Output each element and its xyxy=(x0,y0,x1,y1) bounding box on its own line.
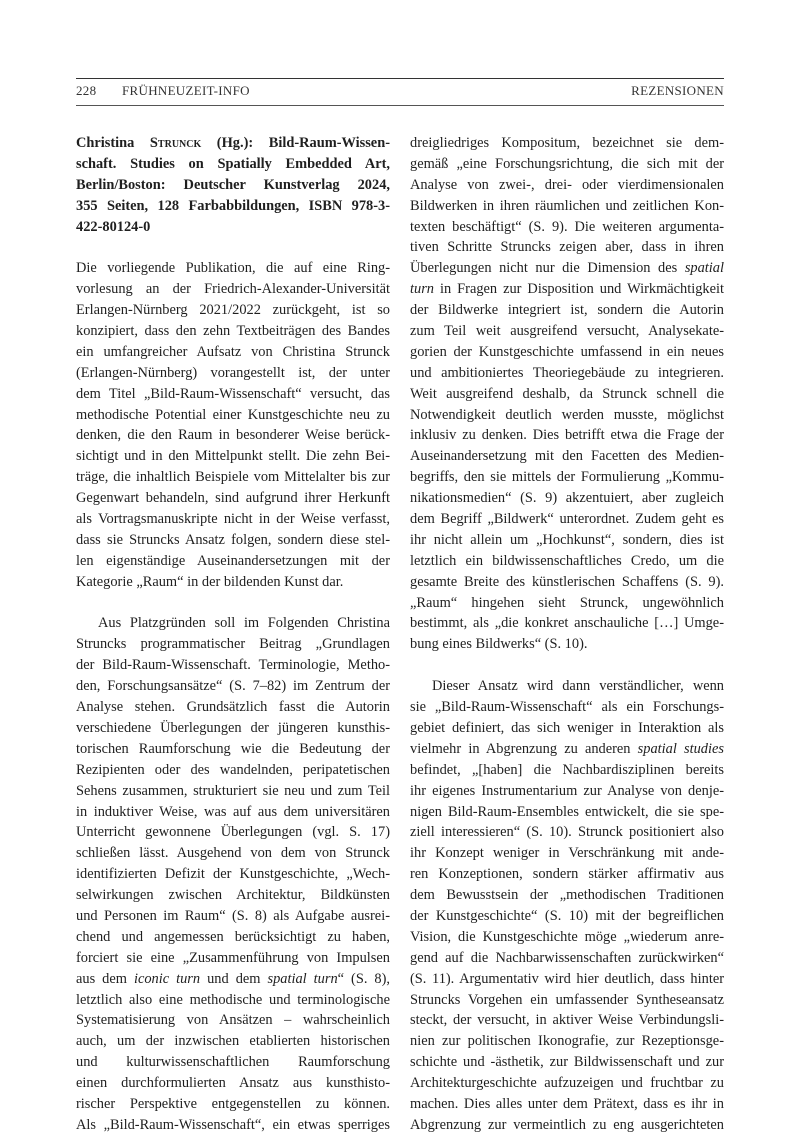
text-line: 422-80124-0 xyxy=(76,218,151,235)
text-line: Notwendigkeit deutlich werden musste, möglichst xyxy=(410,406,724,423)
text-line: gebiet definiert, das sich weniger in Interaktion als xyxy=(410,719,724,736)
text-line: begriffs, den sie mittels der Formulierung „Kommu- xyxy=(410,469,724,486)
text-line: forciert sie eine „Zusammenführung von Impulsen xyxy=(76,949,390,966)
text-line: turn in Fragen zur Disposition und Wirkmächtigkeit xyxy=(410,281,724,298)
page-number: 228 xyxy=(76,83,97,98)
text-line: schaft. Studies on Spatially Embedded Art, xyxy=(76,155,390,172)
text-line: schichte und -ästhetik, zur Bildwissenschaft und zur xyxy=(410,1054,724,1071)
text-line: ein umfangreicher Aufsatz von Christina Strunck xyxy=(76,343,390,360)
text-line: dem Titel „Bild-Raum-Wissenschaft“ versucht, das xyxy=(76,385,390,402)
text-line: der Bild-Raum-Wissenschaft. Terminologie, Metho- xyxy=(76,657,390,674)
text-line: gemäß „eine Forschungsrichtung, die sich mit der xyxy=(410,155,724,172)
text-line: schließen lässt. Ausgehend von dem von Strunck xyxy=(76,845,390,862)
text-line: Unterricht gewonnene Überlegungen (vgl. S. 17) xyxy=(76,824,390,841)
text-line: Überlegungen nicht nur die Dimension des spatial xyxy=(410,260,724,277)
paragraph xyxy=(76,258,390,592)
text-line: befindet, „[haben] die Nachbardisziplinen bereits xyxy=(410,761,724,778)
text-line: „Raum“ hingehen sieht Strunck, ungewöhnlich xyxy=(410,594,724,611)
text-line: machen. Dies alles unter dem Prätext, dass es ihr in xyxy=(410,1095,724,1112)
text-line: inklusiv zu denken. Dies betrifft etwa die Frage der xyxy=(410,427,724,444)
text-line: bung eines Bildwerks“ (S. 10). xyxy=(410,636,588,653)
text-line: torischen Raumforschung wie die Bedeutung der xyxy=(76,740,390,757)
text-line: Rezipienten oder des wandelnden, peripatetischen xyxy=(76,761,390,778)
text-line: vorlesung an der Friedrich-Alexander-Universität xyxy=(76,281,390,298)
text-line: nien zur politischen Ikonografie, zur Rezeptionsge- xyxy=(410,1033,724,1050)
paragraph xyxy=(76,613,390,1135)
text-line: Auseinandersetzung mit den Facetten des Medien- xyxy=(410,448,724,465)
text-line: Als „Bild-Raum-Wissenschaft“, ein etwas sperriges xyxy=(76,1116,390,1133)
text-line: identifizierten Defizit der Kunstgeschichte, „Wech- xyxy=(76,866,390,883)
text-line: sie „Bild-Raum-Wissenschaft“ als ein Forschungs- xyxy=(410,699,724,716)
text-line: ihr Konzept weniger in Verschränkung mit ande- xyxy=(410,845,724,862)
text-line: ren Konzeptionen, sondern stärker affirmativ aus xyxy=(410,866,724,883)
text-line: Systematisierung von Ansätzen – wahrscheinlich xyxy=(76,1012,390,1029)
text-line: gesamte Breite des künstlerischen Schaffens (S. 9). xyxy=(410,573,724,590)
text-line: und kulturwissenschaftlichen Raumforschung xyxy=(76,1054,390,1071)
text-line: als Vortragsmanuskripte nicht in der Weise verfasst, xyxy=(76,511,390,528)
journal-title: FRÜHNEUZEIT-INFO xyxy=(122,83,250,98)
text-line: den, Forschungsansätze“ (S. 7–82) im Zentrum der xyxy=(76,678,390,695)
text-line: Abgrenzung zur vermeintlich zu eng ausgerichteten xyxy=(410,1116,724,1133)
text-line: rischer Perspektive entgegenstellen zu können. xyxy=(76,1095,390,1112)
text-line: träge, die inhaltlich Beispiele vom Mittelalter bis zur xyxy=(76,469,390,486)
text-line: in induktiver Weise, was auf aus dem universitären xyxy=(76,803,390,820)
text-line: (Erlangen-Nürnberg) vorangestellt ist, der unter xyxy=(76,364,390,381)
text-line: dass sie Struncks Ansatz folgen, sondern diese stel- xyxy=(76,531,390,548)
text-line: Aus Platzgründen soll im Folgenden Christina xyxy=(98,615,390,632)
text-line: Kategorie „Raum“ in der bildenden Kunst dar. xyxy=(76,573,344,590)
text-line: zum Teil weit ausgreifend versucht, Analysekate- xyxy=(410,323,724,340)
review-citation xyxy=(76,133,390,237)
text-line: und Personen im Raum“ (S. 8) als Aufgabe ausrei- xyxy=(76,907,390,924)
text-line: der Kunstgeschichte“ (S. 10) mit der begreiflichen xyxy=(410,907,724,924)
text-line: Die vorliegende Publikation, die auf eine Ring- xyxy=(76,260,390,277)
text-line: Struncks programmatischer Beitrag „Grundlagen xyxy=(76,636,390,653)
section-title: REZENSIONEN xyxy=(631,83,724,98)
header-rule-bottom xyxy=(76,105,724,106)
text-line: Analyse von zwei-, drei- oder vierdimensionalen xyxy=(410,176,724,193)
text-line: bestimmt, als „die konkret anschauliche […] Umge- xyxy=(410,615,724,632)
text-line: einen durchformulierten Ansatz aus kunsthisto- xyxy=(76,1075,390,1092)
text-line: ihr nicht allein um „Hochkunst“, sondern, dies ist xyxy=(410,531,724,548)
header-rule-top xyxy=(76,78,724,79)
text-line: letztlich ein bildwissenschaftliches Credo, um die xyxy=(410,552,724,569)
text-line: ziell interessieren“ (S. 10). Strunck positioniert also xyxy=(410,824,724,841)
text-line: Weit ausgreifend deshalb, da Strunck schnell die xyxy=(410,385,724,402)
text-line: nikationsmedien“ (S. 9) akzentuiert, aber zugleich xyxy=(410,490,724,507)
text-line: Architekturgeschichte aufzuzeigen und fruchtbar zu xyxy=(410,1075,724,1092)
text-line: gorien der Kunstgeschichte umfassend in ein neues xyxy=(410,343,724,360)
running-header xyxy=(76,83,724,99)
text-line: Erlangen-Nürnberg 2021/2022 zurückgeht, ist so xyxy=(76,302,390,319)
text-line: dem Begriff „Bildwerk“ unterordnet. Zudem geht es xyxy=(410,511,724,528)
text-line: auch, um der inzwischen etablierten historischen xyxy=(76,1033,390,1050)
text-line: steckt, der versucht, in aktiver Weise Verbindungsli- xyxy=(410,1012,724,1029)
text-line: sichtigt und in den Mittelpunkt stellt. Die zehn Bei- xyxy=(76,448,390,465)
text-line: len eigenständige Auseinandersetzungen mit der xyxy=(76,552,390,569)
text-line: Dieser Ansatz wird dann verständlicher, wenn xyxy=(432,678,724,695)
paragraph xyxy=(410,676,724,1136)
text-line: texten beschäftigt“ (S. 9). Die weiteren argumenta- xyxy=(410,218,724,235)
text-line: verschiedene Überlegungen der jüngeren kunsthis- xyxy=(76,719,390,736)
text-line: chend und angemessen berücksichtigt zu haben, xyxy=(76,928,390,945)
text-line: denken, die den Raum in besonderer Weise berück- xyxy=(76,427,390,444)
paragraph xyxy=(410,133,724,655)
text-line: konzipiert, dass den zehn Textbeiträgen des Bandes xyxy=(76,323,390,340)
text-line: vielmehr in Abgrenzung zu anderen spatial studies xyxy=(410,740,724,757)
right-column xyxy=(410,133,724,1136)
text-line: (S. 11). Argumentativ wird hier deutlich, dass hinter xyxy=(410,970,724,987)
text-line: der Bildwerke integriert ist, sondern die Autorin xyxy=(410,302,724,319)
text-line: selwirkungen zwischen Architektur, Bildkünsten xyxy=(76,887,390,904)
text-line: Sehens zusammen, strukturiert sie neu und zum Teil xyxy=(76,782,390,799)
text-line: Berlin/Boston: Deutscher Kunstverlag 2024, xyxy=(76,176,390,193)
text-line: Vision, die Kunstgeschichte möge „wiederum anre- xyxy=(410,928,724,945)
text-line: nigen Bild-Raum-Ensembles entwickelt, die sie spe- xyxy=(410,803,724,820)
text-line: Analyse stehen. Grundsätzlich fasst die Autorin xyxy=(76,699,390,716)
text-line: gend auf die Nachbarwissenschaften zurückwirken“ xyxy=(410,949,724,966)
text-line: und ambitioniertes Theoriegebäude zu integrieren. xyxy=(410,364,724,381)
text-line: Bildwerken in ihren räumlichen und zeitlichen Kon- xyxy=(410,197,724,214)
text-line: dem Bewusstsein der „methodischen Traditionen xyxy=(410,887,724,904)
text-line: tiven Schritte Struncks zeigen aber, dass in ihren xyxy=(410,239,724,256)
text-line: aus dem iconic turn und dem spatial turn“ (S. 8), xyxy=(76,970,390,987)
text-line: Gegenwart behandeln, sind aufgrund ihrer Herkunft xyxy=(76,490,390,507)
text-line: ihr eigenes Instrumentarium zur Analyse von denje- xyxy=(410,782,724,799)
text-line: Struncks Vorgehen ein umfassender Syntheseansatz xyxy=(410,991,724,1008)
text-line: letztlich also eine methodische und terminologische xyxy=(76,991,390,1008)
text-line: dreigliedriges Kompositum, bezeichnet sie dem- xyxy=(410,135,724,151)
left-column xyxy=(76,133,390,1136)
text-line: 355 Seiten, 128 Farbabbildungen, ISBN 978-3- xyxy=(76,197,390,214)
text-line: methodische Potential einer Kunstgeschichte neu zu xyxy=(76,406,390,423)
text-line: Christina Strunck (Hg.): Bild-Raum-Wissen- xyxy=(76,135,390,151)
